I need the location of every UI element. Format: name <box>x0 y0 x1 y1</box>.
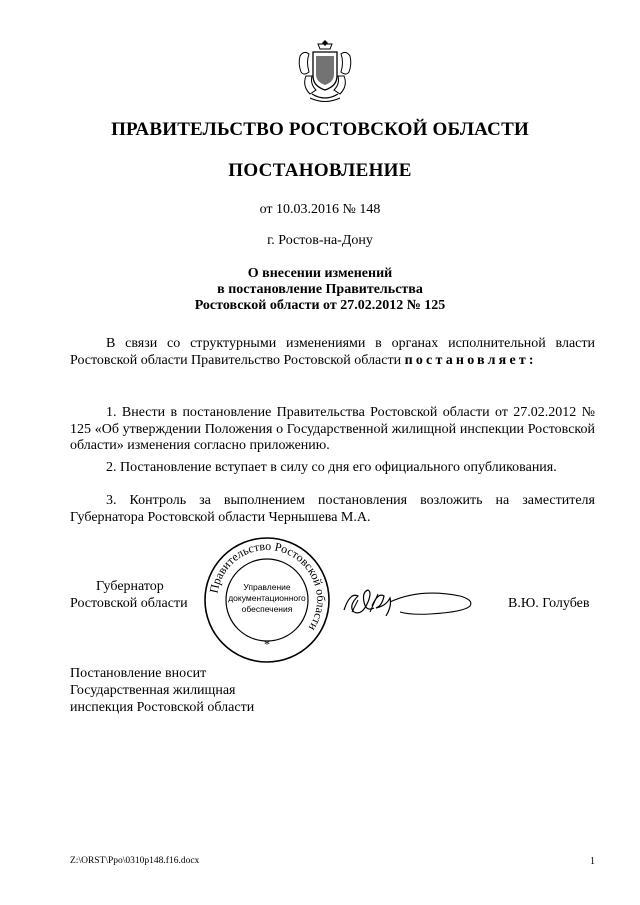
signatory-name: В.Ю. Голубев <box>508 596 590 611</box>
stamp-center-line: обеспечения <box>241 604 293 614</box>
document-subject <box>0 266 640 314</box>
submitted-by-line: инспекция Ростовской области <box>70 700 255 715</box>
submitted-by-block <box>70 665 254 716</box>
document-type-title: ПОСТАНОВЛЕНИЕ <box>228 160 412 181</box>
signatory-title-line: Ростовской области <box>70 595 188 611</box>
footer-file-path: Z:\ORST\Ppo\0310p148.f16.docx <box>70 856 200 866</box>
handwritten-signature <box>338 580 478 624</box>
item-3-paragraph: 3. Контроль за выполнением постановления возложить на заместителя Губернатора Ростовской области Чернышева М.А. <box>70 493 595 525</box>
document-date-number: от 10.03.2016 № 148 <box>259 202 381 217</box>
signatory-title-line: Губернатор <box>96 579 164 594</box>
signatory-title <box>70 579 198 612</box>
decree-keyword: постановляет: <box>404 352 537 368</box>
subject-line: в постановление Правительства <box>217 282 423 297</box>
subject-line: О внесении изменений <box>247 266 393 281</box>
official-seal-stamp <box>203 536 331 664</box>
item-2-paragraph: 2. Постановление вступает в силу со дня его официального опубликования. <box>106 460 557 475</box>
stamp-ring-text: Правительство Ростовской области <box>206 538 329 634</box>
stamp-center-line: Управление <box>243 582 291 592</box>
organization-title: ПРАВИТЕЛЬСТВО РОСТОВСКОЙ ОБЛАСТИ <box>111 119 529 140</box>
intro-paragraph <box>70 336 595 369</box>
submitted-by-line: Государственная жилищная <box>70 683 236 698</box>
stamp-star: * <box>264 637 270 651</box>
subject-line: Ростовской области от 27.02.2012 № 125 <box>194 298 446 313</box>
submitted-by-line: Постановление вносит <box>70 666 207 681</box>
coat-of-arms-emblem <box>294 36 356 106</box>
stamp-center-line: документационного <box>228 593 306 603</box>
footer-page-number: 1 <box>590 856 595 867</box>
document-city: г. Ростов-на-Дону <box>267 233 373 248</box>
intro-text: В связи со структурными изменениями в органах исполнительной власти Ростовской области Правительство Ростовской области <box>70 336 595 368</box>
item-1-paragraph: 1. Внести в постановление Правительства Ростовской области от 27.02.2012 № 125 «Об утверждении Положения о Государственной жилищной инспекции Ростовской области» изменения согласно приложению. <box>70 405 595 453</box>
